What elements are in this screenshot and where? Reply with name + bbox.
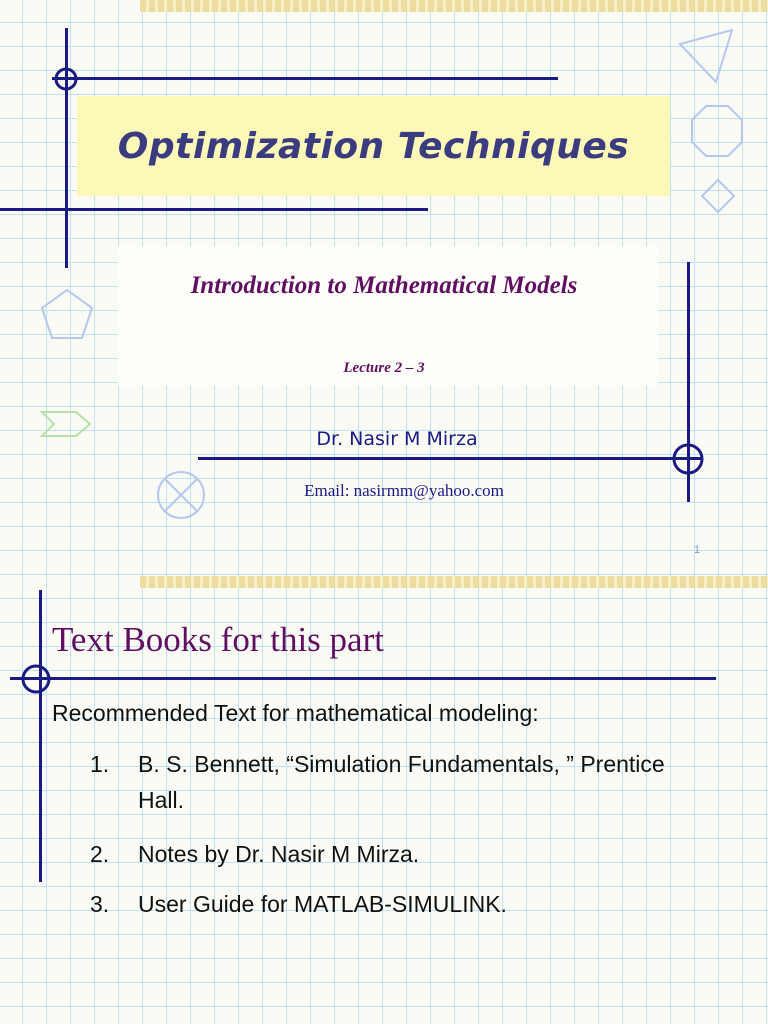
recommended-text-intro: Recommended Text for mathematical modeling: bbox=[52, 700, 539, 726]
top-horizontal-line bbox=[52, 77, 558, 80]
slide-title: Optimization Techniques bbox=[117, 125, 630, 167]
list-item bbox=[90, 836, 710, 872]
list-item bbox=[90, 746, 710, 822]
slide2-left-vertical-line bbox=[39, 590, 42, 882]
octagon-shape-icon bbox=[690, 104, 744, 158]
divider-stripe-decoration bbox=[140, 576, 768, 588]
title-box bbox=[77, 96, 670, 196]
list-item-number: 3. bbox=[90, 891, 110, 917]
diamond-shape-icon bbox=[700, 178, 736, 214]
list-item-text: B. S. Bennett, “Simulation Fundamentals, ” Prentice Hall. bbox=[138, 751, 665, 813]
lecture-number: Lecture 2 – 3 bbox=[343, 360, 425, 376]
list-item bbox=[90, 886, 710, 922]
triangle-shape-icon bbox=[676, 26, 736, 86]
left-vertical-line bbox=[65, 28, 68, 268]
page-number: 1 bbox=[694, 544, 701, 556]
slide2-title-under-line bbox=[10, 677, 716, 680]
list-item-text: User Guide for MATLAB-SIMULINK. bbox=[138, 891, 507, 917]
slide-subtitle: Introduction to Mathematical Models bbox=[190, 272, 578, 299]
slide2-heading: Text Books for this part bbox=[52, 620, 384, 659]
list-item-text: Notes by Dr. Nasir M Mirza. bbox=[138, 841, 420, 867]
list-item-number: 1. bbox=[90, 751, 110, 777]
author-name: Dr. Nasir M Mirza bbox=[316, 428, 478, 450]
crosshair-circle-icon bbox=[20, 663, 52, 695]
author-under-line bbox=[198, 457, 702, 460]
list-item-number: 2. bbox=[90, 841, 110, 867]
crosshair-circle-icon bbox=[52, 65, 80, 93]
author-email: Email: nasirmm@yahoo.com bbox=[304, 481, 504, 500]
